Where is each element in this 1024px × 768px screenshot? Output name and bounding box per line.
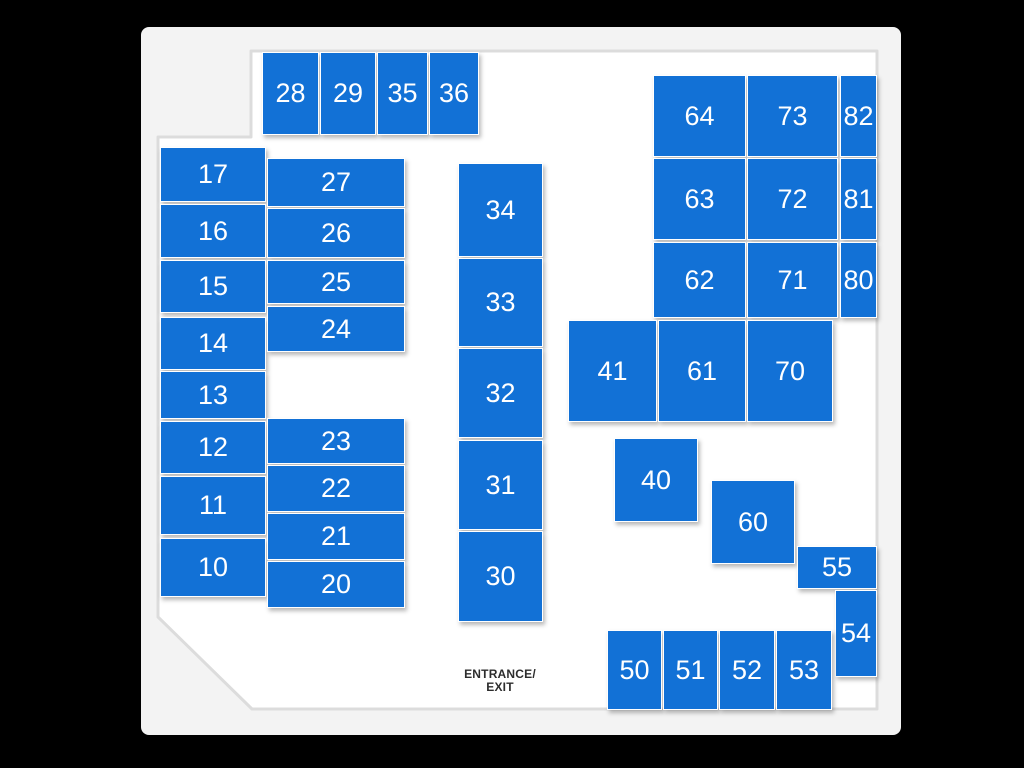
lot-block-label: 10 [197,552,229,582]
lot-block-label: 50 [619,654,650,685]
lot-block-17[interactable] [160,147,266,202]
lot-block-label: 34 [485,194,516,225]
lot-block-34[interactable] [458,163,543,257]
lot-block-13[interactable] [160,371,266,419]
lot-block-label: 81 [843,183,874,214]
lot-block-72[interactable] [747,158,838,240]
lot-block-55[interactable] [797,546,877,589]
lot-block-label: 62 [684,264,715,295]
lot-block-label: 71 [777,264,808,295]
lot-block-16[interactable] [160,204,266,258]
lot-block-label: 27 [320,167,352,197]
lot-block-label: 55 [821,552,853,582]
entrance-label-line2: EXIT [486,680,514,694]
lot-block-label: 41 [597,355,628,386]
lot-block-32[interactable] [458,348,543,438]
lot-block-20[interactable] [267,561,405,608]
lot-block-12[interactable] [160,421,266,474]
lot-block-63[interactable] [653,158,746,240]
lot-block-label: 33 [485,287,516,317]
lot-block-11[interactable] [160,476,266,535]
lot-block-73[interactable] [747,75,838,157]
lot-block-label: 23 [320,425,352,456]
lot-block-label: 73 [777,100,808,131]
lot-block-53[interactable] [776,630,832,710]
entrance-label-line1: ENTRANCE/ [464,667,536,681]
lot-block-14[interactable] [160,317,266,370]
lot-block-51[interactable] [663,630,718,710]
lot-block-30[interactable] [458,531,543,622]
lot-block-25[interactable] [267,260,405,304]
lot-block-label: 53 [788,654,820,685]
lot-block-label: 12 [197,432,229,462]
lot-block-62[interactable] [653,242,746,318]
lot-block-label: 36 [438,78,470,108]
lot-block-label: 80 [843,264,874,295]
lot-block-26[interactable] [267,208,405,258]
lot-block-71[interactable] [747,242,838,318]
lot-block-label: 26 [320,217,352,248]
lot-block-label: 63 [684,183,715,214]
lot-block-label: 35 [387,78,418,108]
lot-block-label: 31 [485,469,516,500]
lot-block-22[interactable] [267,465,405,512]
lot-block-23[interactable] [267,418,405,464]
lot-block-60[interactable] [711,480,795,564]
lot-block-label: 25 [320,266,352,297]
lot-block-15[interactable] [160,260,266,313]
entrance-exit-label [430,668,570,694]
lot-block-54[interactable] [835,590,877,677]
lot-block-27[interactable] [267,158,405,207]
lot-block-label: 28 [275,78,306,108]
lot-block-33[interactable] [458,258,543,347]
lot-block-label: 30 [485,561,516,591]
lot-block-29[interactable] [320,52,376,135]
lot-block-label: 60 [737,506,769,537]
lot-block-label: 16 [197,215,229,246]
lot-block-label: 15 [197,271,229,301]
lot-block-31[interactable] [458,440,543,530]
lot-block-label: 13 [197,379,229,410]
lot-block-label: 17 [197,159,229,189]
lot-block-label: 64 [684,100,715,131]
lot-block-label: 20 [320,569,352,599]
lot-block-label: 70 [774,355,806,386]
lot-block-label: 72 [777,183,808,214]
lot-block-41[interactable] [568,320,657,422]
lot-block-label: 54 [840,618,872,648]
lot-block-80[interactable] [840,242,877,318]
lot-block-label: 40 [640,464,672,495]
lot-block-10[interactable] [160,538,266,597]
lot-block-label: 51 [675,654,706,685]
lot-block-label: 14 [197,328,229,358]
lot-block-label: 52 [731,654,763,685]
lot-block-label: 32 [485,377,516,408]
lot-block-61[interactable] [658,320,746,422]
lot-block-21[interactable] [267,513,405,560]
lot-block-40[interactable] [614,438,698,522]
lot-block-50[interactable] [607,630,662,710]
lot-block-28[interactable] [262,52,319,135]
lot-block-35[interactable] [377,52,428,135]
lot-block-label: 61 [686,355,718,386]
lot-block-label: 22 [320,473,352,503]
lot-block-label: 21 [320,521,352,551]
lot-block-64[interactable] [653,75,746,157]
lot-block-label: 82 [843,100,874,131]
lot-block-52[interactable] [719,630,775,710]
lot-block-81[interactable] [840,158,877,240]
lot-block-label: 24 [320,313,352,344]
lot-block-label: 29 [332,78,364,108]
lot-block-70[interactable] [747,320,833,422]
lot-block-82[interactable] [840,75,877,157]
lot-block-36[interactable] [429,52,479,135]
lot-block-24[interactable] [267,306,405,352]
lot-block-label: 11 [198,490,228,520]
